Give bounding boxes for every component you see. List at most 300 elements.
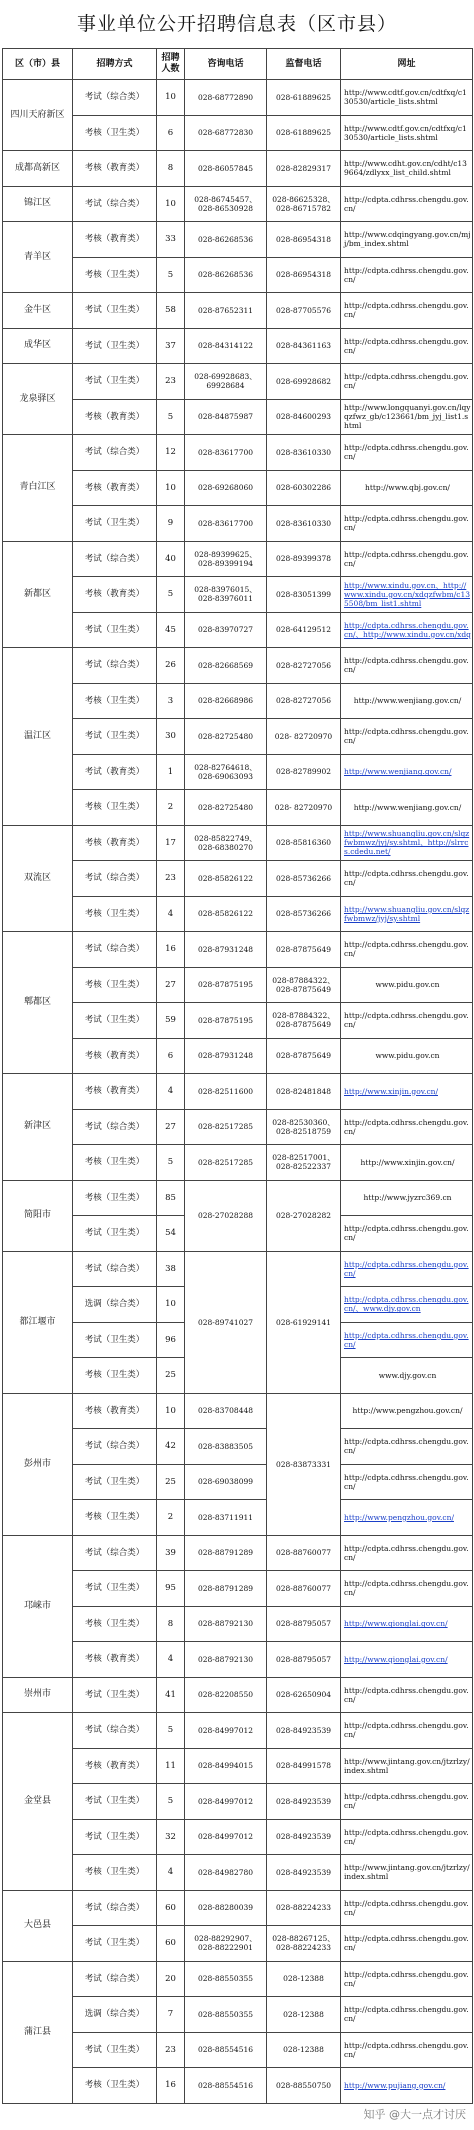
url-cell: http://cdpta.cdhrss.chengdu.gov.cn/ (341, 1961, 473, 1997)
table-row (3, 115, 473, 151)
count-cell: 1 (157, 754, 185, 790)
method-cell: 考核（卫生类） (73, 683, 157, 719)
method-cell: 考核（卫生类） (73, 115, 157, 151)
supervise-phone-cell: 028-83051399 (267, 577, 341, 613)
phone-cell: 028-87875195 (185, 1003, 267, 1039)
supervise-phone-cell: 028- 82720970 (267, 719, 341, 755)
count-cell: 4 (157, 1642, 185, 1678)
method-cell: 考核（教育类） (73, 1074, 157, 1110)
supervise-phone-cell: 028-82517001、028-82522337 (267, 1145, 341, 1181)
count-cell: 27 (157, 967, 185, 1003)
count-cell: 20 (157, 1961, 185, 1997)
method-cell: 考试（卫生类） (73, 1677, 157, 1713)
phone-cell: 028-82511600 (185, 1074, 267, 1110)
table-row (3, 577, 473, 613)
url-cell: http://cdpta.cdhrss.chengdu.gov.cn/ (341, 257, 473, 293)
supervise-phone-cell: 028-88795057 (267, 1606, 341, 1642)
url-cell: http://cdpta.cdhrss.chengdu.gov.cn/ (341, 1535, 473, 1571)
url-cell: http://cdpta.cdhrss.chengdu.gov.cn/ (341, 1784, 473, 1820)
table-row (3, 328, 473, 364)
table-row (3, 1855, 473, 1891)
count-cell: 7 (157, 1997, 185, 2033)
phone-cell: 028-84994015 (185, 1748, 267, 1784)
url-cell: http://www.longquanyi.gov.cn/lqyqzfwz_gb/c123661/bm_jyj_list1.shtml (341, 399, 473, 435)
method-cell: 考核（卫生类） (73, 2068, 157, 2104)
supervise-phone-cell: 028-83873331 (267, 1393, 341, 1535)
supervise-phone-cell: 028-84991578 (267, 1748, 341, 1784)
method-cell: 考试（卫生类） (73, 1003, 157, 1039)
url-cell: http://cdpta.cdhrss.chengdu.gov.cn/ (341, 1464, 473, 1500)
phone-cell: 028-88554516 (185, 2068, 267, 2104)
table-row (3, 1145, 473, 1181)
phone-cell: 028-85822749、028-68380270 (185, 825, 267, 861)
count-cell: 85 (157, 1180, 185, 1216)
count-cell: 95 (157, 1571, 185, 1607)
phone-cell: 028-84997012 (185, 1713, 267, 1749)
phone-cell: 028-87652311 (185, 293, 267, 329)
table-body (3, 80, 473, 2104)
method-cell: 考核（教育类） (73, 1393, 157, 1429)
district-cell: 成华区 (3, 328, 73, 364)
supervise-phone-cell: 028-86954318 (267, 222, 341, 258)
phone-cell: 028-82517285 (185, 1145, 267, 1181)
url-cell: http://www.wenjiang.gov.cn/ (341, 683, 473, 719)
supervise-phone-cell: 028-61929141 (267, 1251, 341, 1393)
count-cell: 16 (157, 2068, 185, 2104)
count-cell: 9 (157, 506, 185, 542)
phone-cell: 028-85826122 (185, 896, 267, 932)
method-cell: 考核（卫生类） (73, 967, 157, 1003)
method-cell: 考试（综合类） (73, 932, 157, 968)
supervise-phone-cell: 028-87705576 (267, 293, 341, 329)
url-cell: http://cdpta.cdhrss.chengdu.gov.cn/ (341, 1109, 473, 1145)
supervise-phone-cell: 028-84361163 (267, 328, 341, 364)
table-row (3, 1038, 473, 1074)
table-row (3, 683, 473, 719)
method-cell: 考核（教育类） (73, 222, 157, 258)
url-cell[interactable]: http://cdpta.cdhrss.chengdu.gov.cn/、www.djy.gov.cn (341, 1287, 473, 1323)
method-cell: 考试（卫生类） (73, 1322, 157, 1358)
url-cell: http://cdpta.cdhrss.chengdu.gov.cn/ (341, 186, 473, 222)
method-cell: 选调（综合类） (73, 1997, 157, 2033)
supervise-phone-cell: 028-12388 (267, 1997, 341, 2033)
count-cell: 5 (157, 577, 185, 613)
method-cell: 考试（卫生类） (73, 612, 157, 648)
url-cell[interactable]: http://cdpta.cdhrss.chengdu.gov.cn/、http://www.xindu.gov.cn/xdq (341, 612, 473, 648)
url-cell: http://cdpta.cdhrss.chengdu.gov.cn/ (341, 506, 473, 542)
count-cell: 11 (157, 1748, 185, 1784)
url-cell: http://www.jintang.gov.cn/jtzrlzy/index.shtml (341, 1748, 473, 1784)
method-cell: 考试（卫生类） (73, 719, 157, 755)
method-cell: 考试（卫生类） (73, 1571, 157, 1607)
supervise-phone-cell: 028-84600293 (267, 399, 341, 435)
district-cell: 龙泉驿区 (3, 364, 73, 435)
table-row (3, 648, 473, 684)
count-cell: 23 (157, 2032, 185, 2068)
count-cell: 10 (157, 186, 185, 222)
method-cell: 考试（综合类） (73, 1429, 157, 1465)
table-row (3, 293, 473, 329)
district-cell: 温江区 (3, 648, 73, 826)
supervise-phone-cell: 028-12388 (267, 1961, 341, 1997)
supervise-phone-cell: 028-83610330 (267, 506, 341, 542)
phone-cell: 028-82517285 (185, 1109, 267, 1145)
url-cell: http://www.wenjiang.gov.cn/ (341, 790, 473, 826)
method-cell: 考试（综合类） (73, 186, 157, 222)
table-row (3, 932, 473, 968)
url-cell: http://cdpta.cdhrss.chengdu.gov.cn/ (341, 293, 473, 329)
header-url: 网址 (341, 49, 473, 80)
count-cell: 17 (157, 825, 185, 861)
supervise-phone-cell: 028-82727056 (267, 683, 341, 719)
url-cell: http://cdpta.cdhrss.chengdu.gov.cn/ (341, 435, 473, 471)
url-cell[interactable]: http://cdpta.cdhrss.chengdu.gov.cn/ (341, 1251, 473, 1287)
supervise-phone-cell: 028-61889625 (267, 115, 341, 151)
header-count: 招聘人数 (157, 49, 185, 80)
table-row (3, 470, 473, 506)
district-cell: 郫都区 (3, 932, 73, 1074)
district-cell: 锦江区 (3, 186, 73, 222)
count-cell: 6 (157, 115, 185, 151)
url-cell: http://cdpta.cdhrss.chengdu.gov.cn/ (341, 541, 473, 577)
url-cell: http://cdpta.cdhrss.chengdu.gov.cn/ (341, 648, 473, 684)
phone-cell: 028-83970727 (185, 612, 267, 648)
phone-cell: 028-87931248 (185, 1038, 267, 1074)
count-cell: 5 (157, 1784, 185, 1820)
supervise-phone-cell: 028-60302286 (267, 470, 341, 506)
count-cell: 26 (157, 648, 185, 684)
count-cell: 2 (157, 790, 185, 826)
method-cell: 考试（卫生类） (73, 1464, 157, 1500)
table-row (3, 1180, 473, 1216)
table-row (3, 719, 473, 755)
table-row (3, 364, 473, 400)
table-row (3, 1429, 473, 1465)
method-cell: 考核（教育类） (73, 470, 157, 506)
supervise-phone-cell: 028-84923539 (267, 1855, 341, 1891)
url-cell: http://www.jintang.gov.cn/jtzrlzy/index.shtml (341, 1855, 473, 1891)
supervise-phone-cell: 028-82481848 (267, 1074, 341, 1110)
count-cell: 38 (157, 1251, 185, 1287)
count-cell: 54 (157, 1216, 185, 1252)
header-phone: 咨询电话 (185, 49, 267, 80)
supervise-phone-cell: 028-89399378 (267, 541, 341, 577)
url-cell: http://cdpta.cdhrss.chengdu.gov.cn/ (341, 1677, 473, 1713)
count-cell: 5 (157, 399, 185, 435)
phone-cell: 028-69268060 (185, 470, 267, 506)
count-cell: 58 (157, 293, 185, 329)
url-cell: http://cdpta.cdhrss.chengdu.gov.cn/ (341, 1890, 473, 1926)
phone-cell: 028-68772830 (185, 115, 267, 151)
district-cell: 都江堰市 (3, 1251, 73, 1393)
url-cell: http://cdpta.cdhrss.chengdu.gov.cn/ (341, 1997, 473, 2033)
method-cell: 考试（综合类） (73, 861, 157, 897)
district-cell: 彭州市 (3, 1393, 73, 1535)
supervise-phone-cell: 028-87875649 (267, 1038, 341, 1074)
url-cell: http://www.qbj.gov.cn/ (341, 470, 473, 506)
method-cell: 考核（教育类） (73, 151, 157, 187)
district-cell: 金牛区 (3, 293, 73, 329)
table-row (3, 399, 473, 435)
count-cell: 42 (157, 1429, 185, 1465)
method-cell: 考核（卫生类） (73, 257, 157, 293)
method-cell: 考试（卫生类） (73, 293, 157, 329)
url-cell: http://www.cdtf.gov.cn/cdtfxq/c130530/article_lists.shtml (341, 115, 473, 151)
url-cell: http://www.jyzrc369.cn (341, 1180, 473, 1216)
page-title: 事业单位公开招聘信息表（区市县） (76, 13, 397, 35)
count-cell: 59 (157, 1003, 185, 1039)
url-cell: http://cdpta.cdhrss.chengdu.gov.cn/ (341, 1571, 473, 1607)
recruitment-table (2, 48, 473, 2104)
count-cell: 39 (157, 1535, 185, 1571)
district-cell: 双流区 (3, 825, 73, 932)
supervise-phone-cell: 028-88795057 (267, 1642, 341, 1678)
supervise-phone-cell: 028-82789902 (267, 754, 341, 790)
count-cell: 23 (157, 364, 185, 400)
phone-cell: 028-89741027 (185, 1251, 267, 1393)
supervise-phone-cell: 028-12388 (267, 2032, 341, 2068)
count-cell: 16 (157, 932, 185, 968)
district-cell: 崇州市 (3, 1677, 73, 1713)
district-cell: 金堂县 (3, 1713, 73, 1891)
method-cell: 考试（综合类） (73, 1109, 157, 1145)
method-cell: 考试（综合类） (73, 1961, 157, 1997)
method-cell: 考核（教育类） (73, 1642, 157, 1678)
phone-cell: 028-83617700 (185, 435, 267, 471)
count-cell: 2 (157, 1500, 185, 1536)
count-cell: 5 (157, 257, 185, 293)
count-cell: 5 (157, 1145, 185, 1181)
table-row (3, 1464, 473, 1500)
phone-cell: 028-84997012 (185, 1819, 267, 1855)
url-cell[interactable]: http://cdpta.cdhrss.chengdu.gov.cn/ (341, 1322, 473, 1358)
supervise-phone-cell: 028-62650904 (267, 1677, 341, 1713)
phone-cell: 028-88550355 (185, 1961, 267, 1997)
supervise-phone-cell: 028-64129512 (267, 612, 341, 648)
supervise-phone-cell: 028-82530360、028-82518759 (267, 1109, 341, 1145)
supervise-phone-cell: 028-87875649 (267, 932, 341, 968)
header-method: 招聘方式 (73, 49, 157, 80)
district-cell: 蒲江县 (3, 1961, 73, 2103)
url-cell: http://cdpta.cdhrss.chengdu.gov.cn/ (341, 719, 473, 755)
table-row (3, 541, 473, 577)
method-cell: 考核（教育类） (73, 577, 157, 613)
supervise-phone-cell: 028-85736266 (267, 896, 341, 932)
phone-cell: 028-69038099 (185, 1464, 267, 1500)
district-cell: 简阳市 (3, 1180, 73, 1251)
table-row (3, 1393, 473, 1429)
method-cell: 考试（卫生类） (73, 1819, 157, 1855)
count-cell: 40 (157, 541, 185, 577)
phone-cell: 028-85826122 (185, 861, 267, 897)
table-row (3, 1677, 473, 1713)
url-cell[interactable]: http://www.qionglai.gov.cn/ (341, 1642, 473, 1678)
method-cell: 考核（卫生类） (73, 1855, 157, 1891)
url-cell: http://cdpta.cdhrss.chengdu.gov.cn/ (341, 1819, 473, 1855)
phone-cell: 028-84997012 (185, 1784, 267, 1820)
method-cell: 考试（卫生类） (73, 1216, 157, 1252)
table-row (3, 186, 473, 222)
supervise-phone-cell: 028-82727056 (267, 648, 341, 684)
table-row (3, 825, 473, 861)
phone-cell: 028-87931248 (185, 932, 267, 968)
count-cell: 32 (157, 1819, 185, 1855)
url-cell: www.pidu.gov.cn (341, 967, 473, 1003)
method-cell: 考试（综合类） (73, 541, 157, 577)
method-cell: 考核（卫生类） (73, 1606, 157, 1642)
url-cell: http://cdpta.cdhrss.chengdu.gov.cn/ (341, 1713, 473, 1749)
url-cell[interactable]: http://www.wenjiang.gov.cn/ (341, 754, 473, 790)
supervise-phone-cell: 028-85816360 (267, 825, 341, 861)
table-row (3, 2068, 473, 2104)
district-cell: 新都区 (3, 541, 73, 648)
url-cell[interactable]: http://www.shuangliu.gov.cn/slqzfwbmwz/jyj/sy.shtml、http://slrrcs.cdedu.net/ (341, 825, 473, 861)
method-cell: 考试（综合类） (73, 1890, 157, 1926)
url-cell: http://www.cdht.gov.cn/cdht/c139664/zdlyxx_list_child.shtml (341, 151, 473, 187)
table-row (3, 1997, 473, 2033)
count-cell: 60 (157, 1890, 185, 1926)
phone-cell: 028-27028288 (185, 1180, 267, 1251)
method-cell: 考试（卫生类） (73, 1784, 157, 1820)
table-row (3, 1074, 473, 1110)
url-cell[interactable]: http://www.qionglai.gov.cn/ (341, 1606, 473, 1642)
phone-cell: 028-88791289 (185, 1535, 267, 1571)
supervise-phone-cell: 028-88550750 (267, 2068, 341, 2104)
method-cell: 考核（卫生类） (73, 1500, 157, 1536)
table-row (3, 754, 473, 790)
table-row (3, 612, 473, 648)
method-cell: 考核（教育类） (73, 1038, 157, 1074)
table-row (3, 1535, 473, 1571)
phone-cell: 028-88792130 (185, 1642, 267, 1678)
table-row (3, 1109, 473, 1145)
table-row (3, 1606, 473, 1642)
url-cell[interactable]: http://www.shuangliu.gov.cn/slqzfwbmwz/jyj/sy.shtml (341, 896, 473, 932)
phone-cell: 028-82725480 (185, 719, 267, 755)
url-cell[interactable]: http://www.xindu.gov.cn、http://www.xindu.gov.cn/xdqzfwbm/c135508/bm_list1.shtml (341, 577, 473, 613)
phone-cell: 028-89399625、028-89399194 (185, 541, 267, 577)
method-cell: 考核（教育类） (73, 825, 157, 861)
table-row (3, 896, 473, 932)
table-row (3, 790, 473, 826)
district-cell: 四川天府新区 (3, 80, 73, 151)
url-cell[interactable]: http://www.xinjin.gov.cn/ (341, 1074, 473, 1110)
url-cell: http://cdpta.cdhrss.chengdu.gov.cn/ (341, 328, 473, 364)
header-supervise: 监督电话 (267, 49, 341, 80)
phone-cell: 028-82668986 (185, 683, 267, 719)
method-cell: 考试（教育类） (73, 754, 157, 790)
count-cell: 12 (157, 435, 185, 471)
supervise-phone-cell: 028-87884322、028-87875649 (267, 967, 341, 1003)
url-cell: http://cdpta.cdhrss.chengdu.gov.cn/ (341, 1216, 473, 1252)
url-cell: http://www.xinjin.gov.cn/ (341, 1145, 473, 1181)
district-cell: 成都高新区 (3, 151, 73, 187)
count-cell: 10 (157, 1393, 185, 1429)
table-row (3, 1003, 473, 1039)
url-cell: http://cdpta.cdhrss.chengdu.gov.cn/ (341, 1429, 473, 1465)
table-row (3, 435, 473, 471)
table-row (3, 1926, 473, 1962)
supervise-phone-cell: 028-88760077 (267, 1571, 341, 1607)
url-cell[interactable]: http://www.pujiang.gov.cn/ (341, 2068, 473, 2104)
count-cell: 25 (157, 1464, 185, 1500)
table-row (3, 1890, 473, 1926)
url-cell[interactable]: http://www.pengzhou.gov.cn/ (341, 1500, 473, 1536)
table-row (3, 1251, 473, 1287)
phone-cell: 028-83708448 (185, 1393, 267, 1429)
method-cell: 考核（卫生类） (73, 1358, 157, 1394)
method-cell: 考试（卫生类） (73, 1926, 157, 1962)
phone-cell: 028-83711911 (185, 1500, 267, 1536)
table-row (3, 222, 473, 258)
method-cell: 考核（教育类） (73, 399, 157, 435)
phone-cell: 028-83883505 (185, 1429, 267, 1465)
url-cell: http://cdpta.cdhrss.chengdu.gov.cn/ (341, 1926, 473, 1962)
phone-cell: 028-88792130 (185, 1606, 267, 1642)
url-cell: http://cdpta.cdhrss.chengdu.gov.cn/ (341, 861, 473, 897)
table-row (3, 151, 473, 187)
count-cell: 4 (157, 896, 185, 932)
table-row (3, 1784, 473, 1820)
phone-cell: 028-82208550 (185, 1677, 267, 1713)
count-cell: 10 (157, 80, 185, 116)
count-cell: 60 (157, 1926, 185, 1962)
method-cell: 选调（综合类） (73, 1287, 157, 1323)
table-row (3, 967, 473, 1003)
count-cell: 8 (157, 151, 185, 187)
count-cell: 25 (157, 1358, 185, 1394)
method-cell: 考核（卫生类） (73, 1145, 157, 1181)
method-cell: 考试（综合类） (73, 1713, 157, 1749)
method-cell: 考试（卫生类） (73, 364, 157, 400)
supervise-phone-cell: 028-27028282 (267, 1180, 341, 1251)
phone-cell: 028-84982780 (185, 1855, 267, 1891)
method-cell: 考核（卫生类） (73, 896, 157, 932)
url-cell: www.pidu.gov.cn (341, 1038, 473, 1074)
supervise-phone-cell: 028-86954318 (267, 257, 341, 293)
table-row (3, 80, 473, 116)
method-cell: 考试（综合类） (73, 1251, 157, 1287)
supervise-phone-cell: 028-86625328、028-86715782 (267, 186, 341, 222)
table-header-row (3, 49, 473, 80)
district-cell: 大邑县 (3, 1890, 73, 1961)
district-cell: 青白江区 (3, 435, 73, 542)
phone-cell: 028-82725480 (185, 790, 267, 826)
table-row (3, 1571, 473, 1607)
district-cell: 青羊区 (3, 222, 73, 293)
phone-cell: 028-86057845 (185, 151, 267, 187)
phone-cell: 028-69928683、69928684 (185, 364, 267, 400)
table-row (3, 861, 473, 897)
table-row (3, 1748, 473, 1784)
supervise-phone-cell: 028-61889625 (267, 80, 341, 116)
supervise-phone-cell: 028- 82720970 (267, 790, 341, 826)
supervise-phone-cell: 028-84923539 (267, 1713, 341, 1749)
count-cell: 96 (157, 1322, 185, 1358)
count-cell: 3 (157, 683, 185, 719)
count-cell: 10 (157, 1287, 185, 1323)
phone-cell: 028-88791289 (185, 1571, 267, 1607)
count-cell: 37 (157, 328, 185, 364)
url-cell: http://www.cdtf.gov.cn/cdtfxq/c130530/article_lists.shtml (341, 80, 473, 116)
url-cell: http://www.pengzhou.gov.cn/ (341, 1393, 473, 1429)
method-cell: 考试（卫生类） (73, 2032, 157, 2068)
url-cell: http://cdpta.cdhrss.chengdu.gov.cn/ (341, 2032, 473, 2068)
phone-cell: 028-86268536 (185, 222, 267, 258)
district-cell: 邛崃市 (3, 1535, 73, 1677)
count-cell: 30 (157, 719, 185, 755)
method-cell: 考试（综合类） (73, 435, 157, 471)
